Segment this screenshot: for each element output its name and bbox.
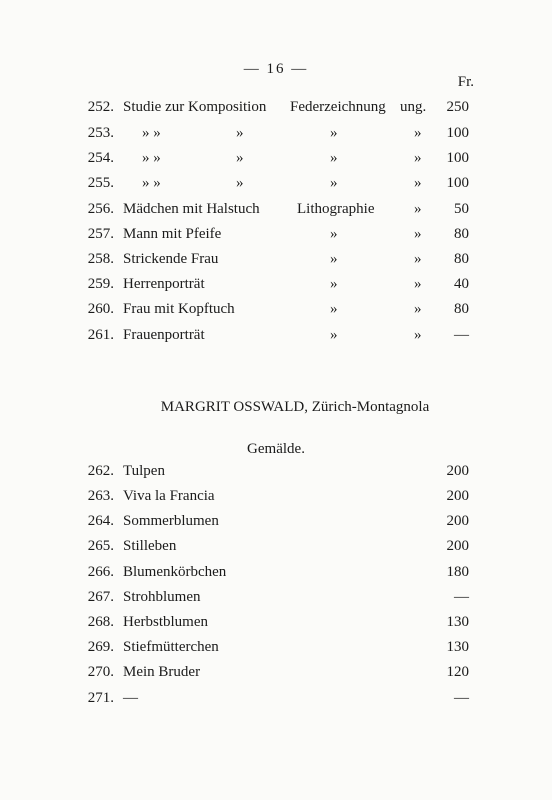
entry-title: Sommerblumen: [123, 513, 219, 529]
entry-number: 267.: [87, 589, 114, 605]
entry-number: 253.: [87, 125, 114, 141]
entry-price: —: [454, 690, 469, 706]
entry-number: 257.: [87, 226, 114, 242]
entry-price: 50: [454, 201, 469, 217]
entry-technique: Lithographie: [297, 201, 375, 217]
entry-number: 271.: [87, 690, 114, 706]
entry-title: Blumenkörbchen: [123, 564, 227, 580]
entry-technique: »: [330, 251, 338, 267]
entry-title: Stiefmütterchen: [123, 639, 219, 655]
entry-number: 270.: [87, 664, 114, 680]
entry-price: —: [454, 327, 469, 343]
entry-technique: »: [330, 327, 338, 343]
entry-number: 254.: [87, 150, 114, 166]
entry-price: 80: [454, 301, 469, 317]
entry-price: 250: [446, 99, 469, 115]
entry-number: 260.: [87, 301, 114, 317]
entry-status: »: [414, 175, 422, 191]
entry-title: Frauenporträt: [123, 327, 205, 343]
entry-technique: »: [330, 125, 338, 141]
entry-title: Mädchen mit Halstuch: [123, 201, 260, 217]
ditto-mark: »: [236, 150, 244, 166]
entry-price: 100: [446, 175, 469, 191]
entry-price: 100: [446, 125, 469, 141]
entry-technique: »: [330, 150, 338, 166]
entry-title: » »: [142, 175, 161, 191]
entry-status: »: [414, 125, 422, 141]
entry-title: Herbstblumen: [123, 614, 208, 630]
entry-title: Herrenporträt: [123, 276, 205, 292]
entry-technique: »: [330, 226, 338, 242]
ditto-mark: »: [236, 125, 244, 141]
entry-title: Viva la Francia: [123, 488, 215, 504]
entry-technique: »: [330, 301, 338, 317]
entry-status: »: [414, 276, 422, 292]
entry-number: 252.: [87, 99, 114, 115]
artist-heading: MARGRIT OSSWALD, Zürich-Montagnola: [160, 399, 430, 415]
entry-title: Strohblumen: [123, 589, 201, 605]
entry-technique: Federzeichnung: [290, 99, 386, 115]
entry-number: 261.: [87, 327, 114, 343]
entry-title: Mann mit Pfeife: [123, 226, 222, 242]
entry-price: —: [454, 589, 469, 605]
entry-technique: »: [330, 175, 338, 191]
entry-price: 130: [446, 639, 469, 655]
entry-number: 263.: [87, 488, 114, 504]
entry-number: 269.: [87, 639, 114, 655]
entry-number: 266.: [87, 564, 114, 580]
entry-status: »: [414, 301, 422, 317]
entry-price: 100: [446, 150, 469, 166]
entry-number: 259.: [87, 276, 114, 292]
entry-price: 180: [446, 564, 469, 580]
entry-title: Stilleben: [123, 538, 177, 554]
entry-title: » »: [142, 125, 161, 141]
entry-price: 200: [446, 538, 469, 554]
entry-price: 200: [446, 463, 469, 479]
entry-technique: »: [330, 276, 338, 292]
entry-status: ung.: [400, 99, 427, 115]
entry-title: Tulpen: [123, 463, 165, 479]
entry-title: Studie zur Komposition: [123, 99, 267, 115]
entry-number: 262.: [87, 463, 114, 479]
entry-status: »: [414, 201, 422, 217]
entry-number: 265.: [87, 538, 114, 554]
entry-status: »: [414, 226, 422, 242]
category-heading: Gemälde.: [247, 441, 305, 457]
page-number: — 16 —: [243, 61, 309, 77]
entry-price: 120: [446, 664, 469, 680]
entry-title: —: [123, 690, 138, 706]
entry-number: 264.: [87, 513, 114, 529]
entry-number: 256.: [87, 201, 114, 217]
currency-header: Fr.: [457, 74, 474, 90]
entry-number: 255.: [87, 175, 114, 191]
entry-title: » »: [142, 150, 161, 166]
entry-price: 200: [446, 488, 469, 504]
entry-price: 80: [454, 226, 469, 242]
entry-price: 40: [454, 276, 469, 292]
entry-number: 258.: [87, 251, 114, 267]
entry-price: 80: [454, 251, 469, 267]
entry-status: »: [414, 327, 422, 343]
entry-title: Mein Bruder: [123, 664, 201, 680]
entry-title: Frau mit Kopftuch: [123, 301, 235, 317]
entry-price: 200: [446, 513, 469, 529]
entry-number: 268.: [87, 614, 114, 630]
entry-title: Strickende Frau: [123, 251, 219, 267]
entry-status: »: [414, 150, 422, 166]
ditto-mark: »: [236, 175, 244, 191]
entry-status: »: [414, 251, 422, 267]
entry-price: 130: [446, 614, 469, 630]
